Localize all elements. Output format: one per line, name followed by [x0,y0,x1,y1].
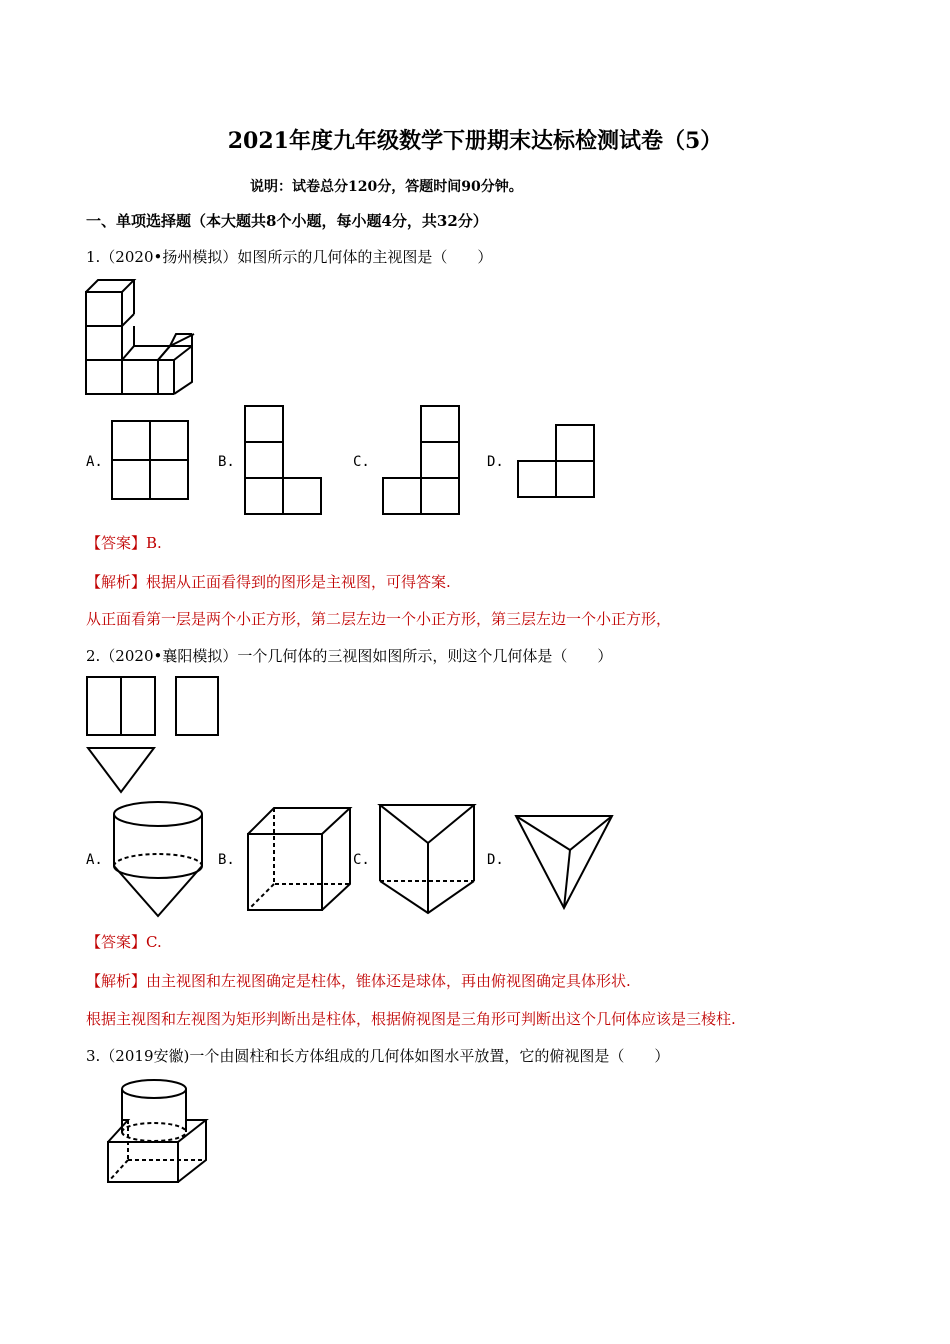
q2-explanation: 根据主视图和左视图为矩形判断出是柱体，根据俯视图是三角形可判断出这个几何体应该是三棱柱. [86,1010,736,1028]
q1-option-d-label: D. [487,454,504,470]
q1-option-a-figure [111,420,189,500]
q2-stem: 2.（2020•襄阳模拟）一个几何体的三视图如图所示，则这个几何体是（ ） [86,647,613,665]
q2-answer-value: C. [146,933,162,951]
q2-answer [86,931,162,952]
q2-option-c-label: C. [353,852,370,868]
q1-option-a-label: A. [86,454,103,470]
q2-option-d-figure [514,812,614,912]
q1-option-b-label: B. [218,454,235,470]
exam-note: 说明：试卷总分120分，答题时间90分钟。 [250,179,523,195]
q1-option-b-figure [244,405,322,515]
q1-solid-figure [84,278,200,396]
q1-answer-value: B. [146,534,162,552]
q2-option-b-figure [246,804,352,914]
section-heading: 一、单项选择题（本大题共8个小题，每小题4分，共32分） [86,212,488,230]
q2-answer-tag: 【答案】 [86,933,147,951]
q1-option-c-figure [382,405,460,515]
q3-solid-figure [106,1076,210,1186]
q1-option-d-figure [517,424,595,498]
q2-analysis-text: 由主视图和左视图确定是柱体，锥体还是球体，再由俯视图确定具体形状. [146,972,631,990]
q2-three-views [86,676,220,794]
q1-explanation: 从正面看第一层是两个小正方形，第二层左边一个小正方形，第三层左边一个小正方形， [86,610,672,628]
q1-analysis [86,571,451,592]
q2-option-b-label: B. [218,852,235,868]
q1-stem: 1.（2020•扬州模拟）如图所示的几何体的主视图是（ ） [86,248,493,266]
q3-stem: 3.（2019安徽)一个由圆柱和长方体组成的几何体如图水平放置，它的俯视图是（ ） [86,1047,670,1065]
q2-option-d-label: D. [487,852,504,868]
q2-option-c-figure [378,803,476,915]
page-title: 2021年度九年级数学下册期末达标检测试卷（5） [227,128,723,154]
q1-analysis-text: 根据从正面看得到的图形是主视图，可得答案. [146,573,451,591]
q2-analysis [86,970,631,991]
q1-analysis-tag: 【解析】 [86,573,147,591]
q2-analysis-tag: 【解析】 [86,972,147,990]
q1-answer-tag: 【答案】 [86,534,147,552]
q1-answer [86,532,162,553]
q1-option-c-label: C. [353,454,370,470]
q2-option-a-label: A. [86,852,103,868]
q2-option-a-figure [110,800,206,920]
